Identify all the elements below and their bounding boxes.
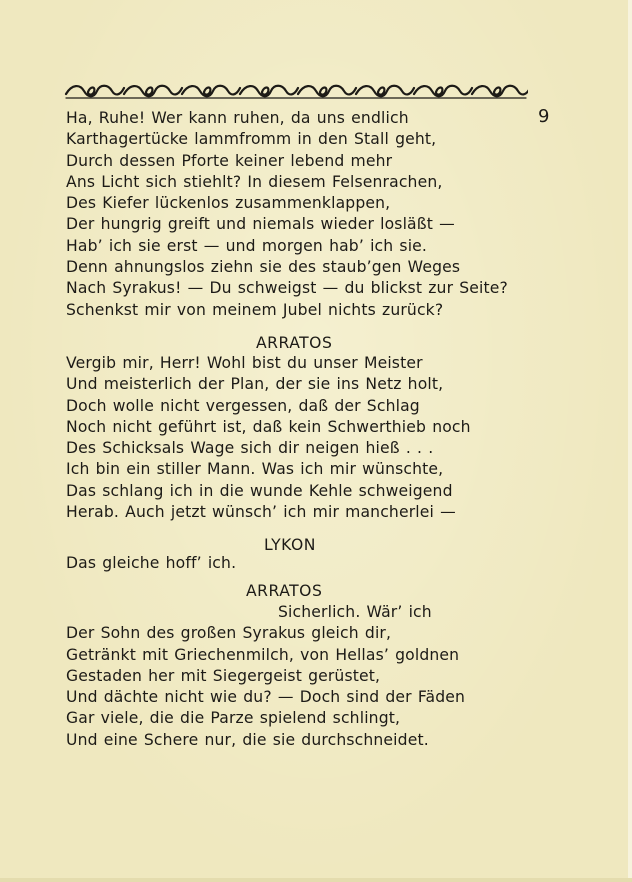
verse-line: Getränkt mit Griechenmilch, von Hellas’ goldnen [66,645,460,664]
verse-line: Der hungrig greift und niemals wieder losläßt — [66,215,455,234]
verse-line: Des Schicksals Wage sich dir neigen hieß . . . [66,439,434,458]
verse-line: Hab’ ich sie erst — und morgen hab’ ich sie. [66,236,428,255]
speaker-name: ARRATOS [256,334,333,352]
page-edge [628,0,632,882]
verse-line: Gestaden her mit Siegergeist gerüstet, [66,666,381,685]
verse-line: Und meisterlich der Plan, der sie ins Netz holt, [66,375,444,394]
verse-line: Des Kiefer lückenlos zusammenklappen, [66,194,391,213]
verse-line: Ich bin ein stiller Mann. Was ich mir wünschte, [66,460,444,479]
verse-line: Gar viele, die die Parze spielend schlingt, [66,709,401,728]
speaker-name: ARRATOS [246,582,323,600]
verse-line: Denn ahnungslos ziehn sie des staub’gen Weges [66,258,461,277]
verse-line: Ha, Ruhe! Wer kann ruhen, da uns endlich [66,109,409,127]
verse-line: Durch dessen Pforte keiner lebend mehr [66,151,393,170]
verse-line: Das gleiche hoff’ ich. [66,554,237,572]
verse-line: Nach Syrakus! — Du schweigst — du blickst zur Seite? [66,279,508,298]
verse-line: Noch nicht geführt ist, daß kein Schwerthieb noch [66,417,471,436]
verse-line: Und dächte nicht wie du? — Doch sind der Fäden [66,688,466,707]
verse-line: Sicherlich. Wär’ ich [278,603,432,621]
verse-line: Und eine Schere nur, die sie durchschneidet. [66,730,429,749]
verse-line: Herab. Auch jetzt wünsch’ ich mir mancherlei — [66,503,456,522]
ornamental-header-border [64,80,528,102]
page-bottom-edge [0,878,632,882]
verse-block-4 [66,602,536,751]
verse-block-1 [66,108,536,321]
verse-line: Der Sohn des großen Syrakus gleich dir, [66,624,392,643]
verse-line: Doch wolle nicht vergessen, daß der Schlag [66,396,420,415]
verse-line: Ans Licht sich stiehlt? In diesem Felsenrachen, [66,172,443,191]
page-number: 9 [538,106,550,127]
verse-line: Schenkst mir von meinem Jubel nichts zurück? [66,300,444,319]
speaker-name: LYKON [264,536,316,554]
verse-line: Das schlang ich in die wunde Kehle schweigend [66,481,453,500]
verse-line: Vergib mir, Herr! Wohl bist du unser Meister [66,354,423,372]
verse-line: Karthagertücke lammfromm in den Stall geht, [66,130,437,149]
verse-block-2 [66,353,536,523]
verse-block-3 [66,553,536,574]
ornament-path [66,86,528,97]
